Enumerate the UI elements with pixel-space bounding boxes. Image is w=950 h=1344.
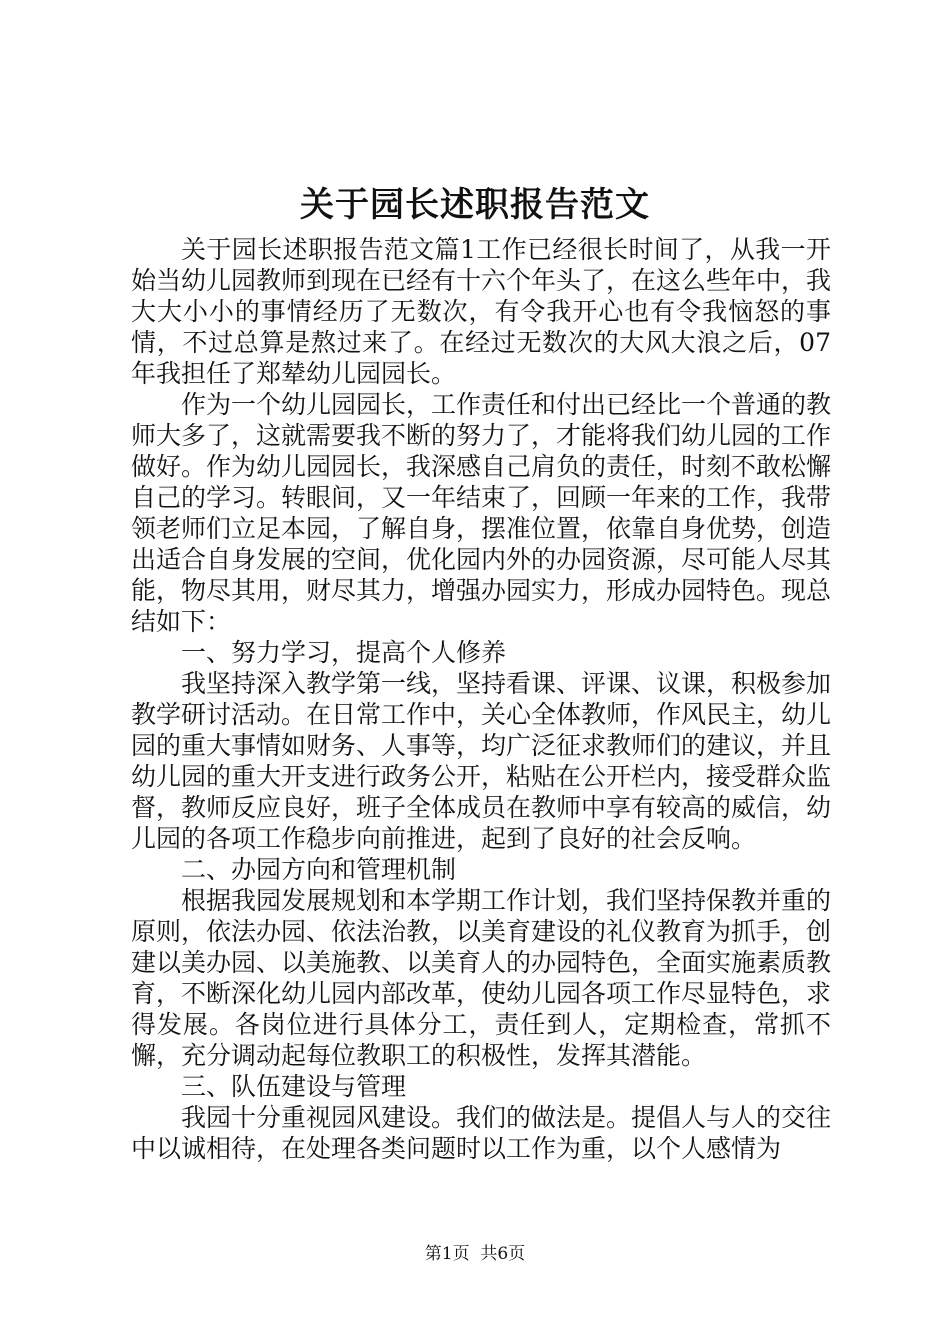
- section-heading: 二、办园方向和管理机制: [181, 855, 457, 884]
- paragraph: 我坚持深入教学第一线，坚持看课、评课、议课，积极参加教学研讨活动。在日常工作中，关心全体教师，作风民主，幼儿园的重大事情如财务、人事等，均广泛征求教师们的建议，并且幼儿园的重大开支进行政务公开，粘贴在公开栏内，接受群众监督，教师反应良好，班子全体成员在教师中享有较高的威信，幼儿园的各项工作稳步向前推进，起到了良好的社会反响。: [131, 669, 832, 853]
- paragraph: 作为一个幼儿园园长，工作责任和付出已经比一个普通的教师大多了，这就需要我不断的努力了，才能将我们幼儿园的工作做好。作为幼儿园园长，我深感自己肩负的责任，时刻不敢松懈自己的学习。转眼间，又一年结束了，回顾一年来的工作，我带领老师们立足本园，了解自身，摆准位置，依靠自身优势，创造出适合自身发展的空间，优化园内外的办园资源，尽可能人尽其能，物尽其用，财尽其力，增强办园实力，形成办园特色。现总结如下：: [131, 390, 832, 636]
- paragraph: 根据我园发展规划和本学期工作计划，我们坚持保教并重的原则，依法办园、依法治教，以美育建设的礼仪教育为抓手，创建以美办园、以美施教、以美育人的办园特色，全面实施素质教育，不断深化幼儿园内部改革，使幼儿园各项工作尽显特色，求得发展。各岗位进行具体分工，责任到人，定期检查，常抓不懈，充分调动起每位教职工的积极性，发挥其潜能。: [131, 886, 832, 1070]
- paragraph: 关于园长述职报告范文篇1工作已经很长时间了，从我一开始当幼儿园教师到现在已经有十六个年头了，在这么些年中，我大大小小的事情经历了无数次，有令我开心也有令我恼怒的事情，不过总算是熬过来了。在经过无数次的大风大浪之后，07年我担任了郑辇幼儿园园长。: [131, 235, 832, 388]
- page-footer: 第1页 共6页: [424, 1244, 526, 1264]
- section-heading: 一、努力学习，提高个人修养: [181, 638, 507, 667]
- document-body: [131, 234, 831, 1164]
- paragraph: 我园十分重视园风建设。我们的做法是。提倡人与人的交往中以诚相待，在处理各类问题时以工作为重，以个人感情为: [131, 1103, 832, 1163]
- section-heading: 三、队伍建设与管理: [181, 1072, 407, 1101]
- document-title: 关于园长述职报告范文: [300, 185, 650, 225]
